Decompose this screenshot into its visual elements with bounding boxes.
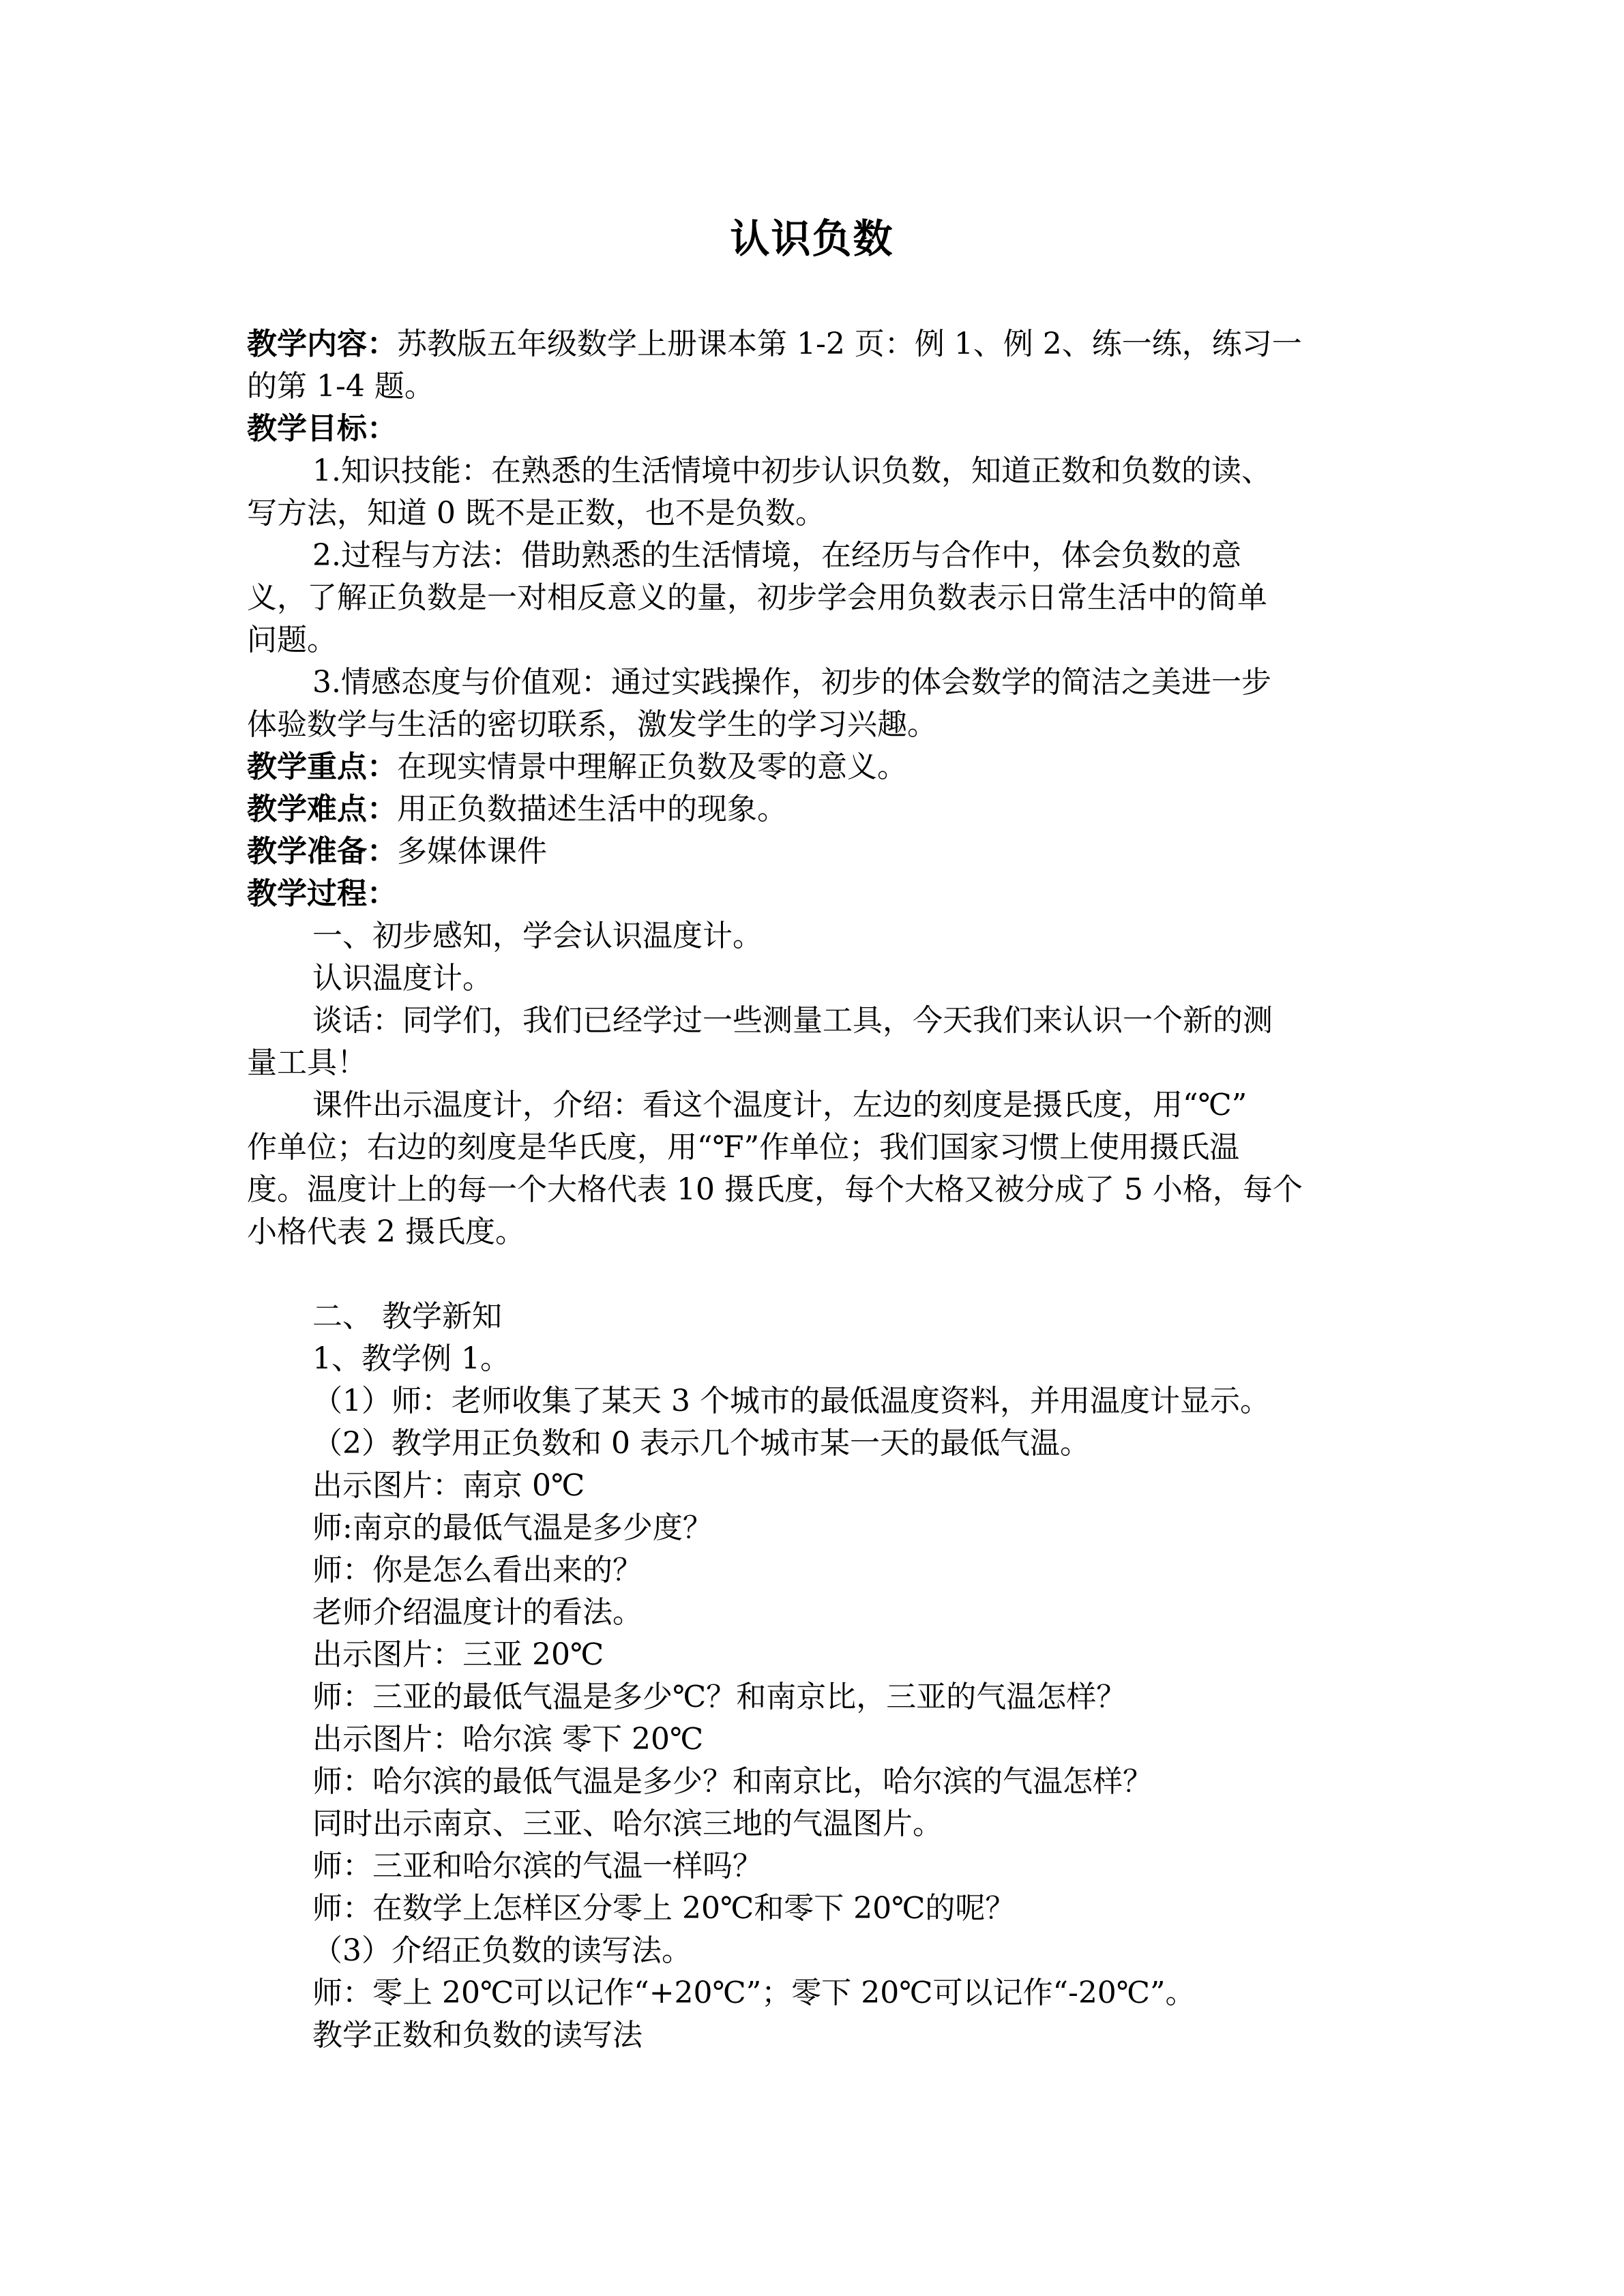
process-line: （3）介绍正负数的读写法。 [312,1933,692,1968]
process-line: 老师介绍温度计的看法。 [312,1595,643,1630]
goal-3-line-1: 3.情感态度与价值观：通过实践操作，初步的体会数学的简洁之美进一步 [312,665,1271,700]
goal-2-line-1: 2.过程与方法：借助熟悉的生活情境，在经历与合作中，体会负数的意 [312,538,1241,573]
process-line: 师：三亚的最低气温是多少℃？和南京比，三亚的气温怎样？ [312,1680,1127,1714]
preparation-text: 多媒体课件 [397,834,547,869]
teaching-content-text: 苏教版五年级数学上册课本第 1-2 页：例 1、例 2、练一练，练习一 [397,327,1302,361]
goal-1-line-2: 写方法，知道 0 既不是正数，也不是负数。 [247,496,825,531]
section-1-para-1-line-1: 谈话：同学们，我们已经学过一些测量工具，今天我们来认识一个新的测 [312,1003,1273,1038]
section-1-para-2-line-4: 小格代表 2 摄氏度。 [247,1214,525,1249]
process-line: 师：在数学上怎样区分零上 20℃和零下 20℃的呢？ [312,1891,1016,1926]
process-line: 教学正数和负数的读写法 [312,2018,643,2053]
process-line: 出示图片：南京 0℃ [312,1468,585,1503]
teaching-content-continuation: 的第 1-4 题。 [247,369,434,404]
section-1-para-2-line-2: 作单位；右边的刻度是华氏度，用“℉”作单位；我们国家习惯上使用摄氏温 [247,1130,1240,1165]
page-title: 认识负数 [730,215,894,262]
teaching-goals-label: 教学目标： [247,411,397,446]
difficulty-text: 用正负数描述生活中的现象。 [397,792,787,826]
goal-1-line-1: 1.知识技能：在熟悉的生活情境中初步认识负数，知道正数和负数的读、 [312,453,1271,488]
key-point-label: 教学重点： [247,749,397,784]
section-1-para-1-line-2: 量工具！ [247,1045,367,1080]
process-line: （2）教学用正负数和 0 表示几个城市某一天的最低气温。 [312,1426,1090,1461]
process-line: 师：哈尔滨的最低气温是多少？和南京比，哈尔滨的气温怎样？ [312,1764,1153,1799]
goal-2-line-3: 问题。 [247,623,337,657]
process-line: 师:南京的最低气温是多少度？ [312,1510,713,1545]
teaching-content-line [247,323,1379,366]
section-1-heading: 一、初步感知，学会认识温度计。 [312,919,763,953]
difficulty-label: 教学难点： [247,792,397,826]
section-1-para-2-line-1: 课件出示温度计，介绍：看这个温度计，左边的刻度是摄氏度，用“℃” [312,1088,1247,1122]
section-1-para-2-line-3: 度。温度计上的每一个大格代表 10 摄氏度，每个大格又被分成了 5 小格，每个 [247,1172,1303,1207]
preparation-line [247,831,1379,873]
process-line: 师：三亚和哈尔滨的气温一样吗？ [312,1849,763,1883]
process-label: 教学过程： [247,876,397,911]
process-line: 师：零上 20℃可以记作“+20℃”；零下 20℃可以记作“-20℃”。 [312,1976,1196,2010]
section-2-heading: 二、 教学新知 [312,1299,502,1334]
process-line: （1）师：老师收集了某天 3 个城市的最低温度资料，并用温度计显示。 [312,1384,1270,1418]
goal-3-line-2: 体验数学与生活的密切联系，激发学生的学习兴趣。 [247,707,937,742]
document-body [247,323,1379,2057]
process-line: 出示图片：三亚 20℃ [312,1637,604,1672]
goal-2-line-2: 义，了解正负数是一对相反意义的量，初步学会用负数表示日常生活中的简单 [247,580,1267,615]
section-1-subheading: 认识温度计。 [312,961,492,996]
blank-line [247,1253,1379,1296]
teaching-goals-heading [247,408,1379,450]
key-point-text: 在现实情景中理解正负数及零的意义。 [397,749,907,784]
process-line: 出示图片：哈尔滨 零下 20℃ [312,1722,704,1757]
difficulty-line [247,788,1379,831]
process-line: 师：你是怎么看出来的？ [312,1553,643,1587]
process-line: 1、教学例 1。 [312,1341,510,1376]
teaching-content-label: 教学内容： [247,327,397,361]
process-line: 同时出示南京、三亚、哈尔滨三地的气温图片。 [312,1806,943,1841]
process-heading [247,873,1379,915]
preparation-label: 教学准备： [247,834,397,869]
key-point-line [247,746,1379,788]
